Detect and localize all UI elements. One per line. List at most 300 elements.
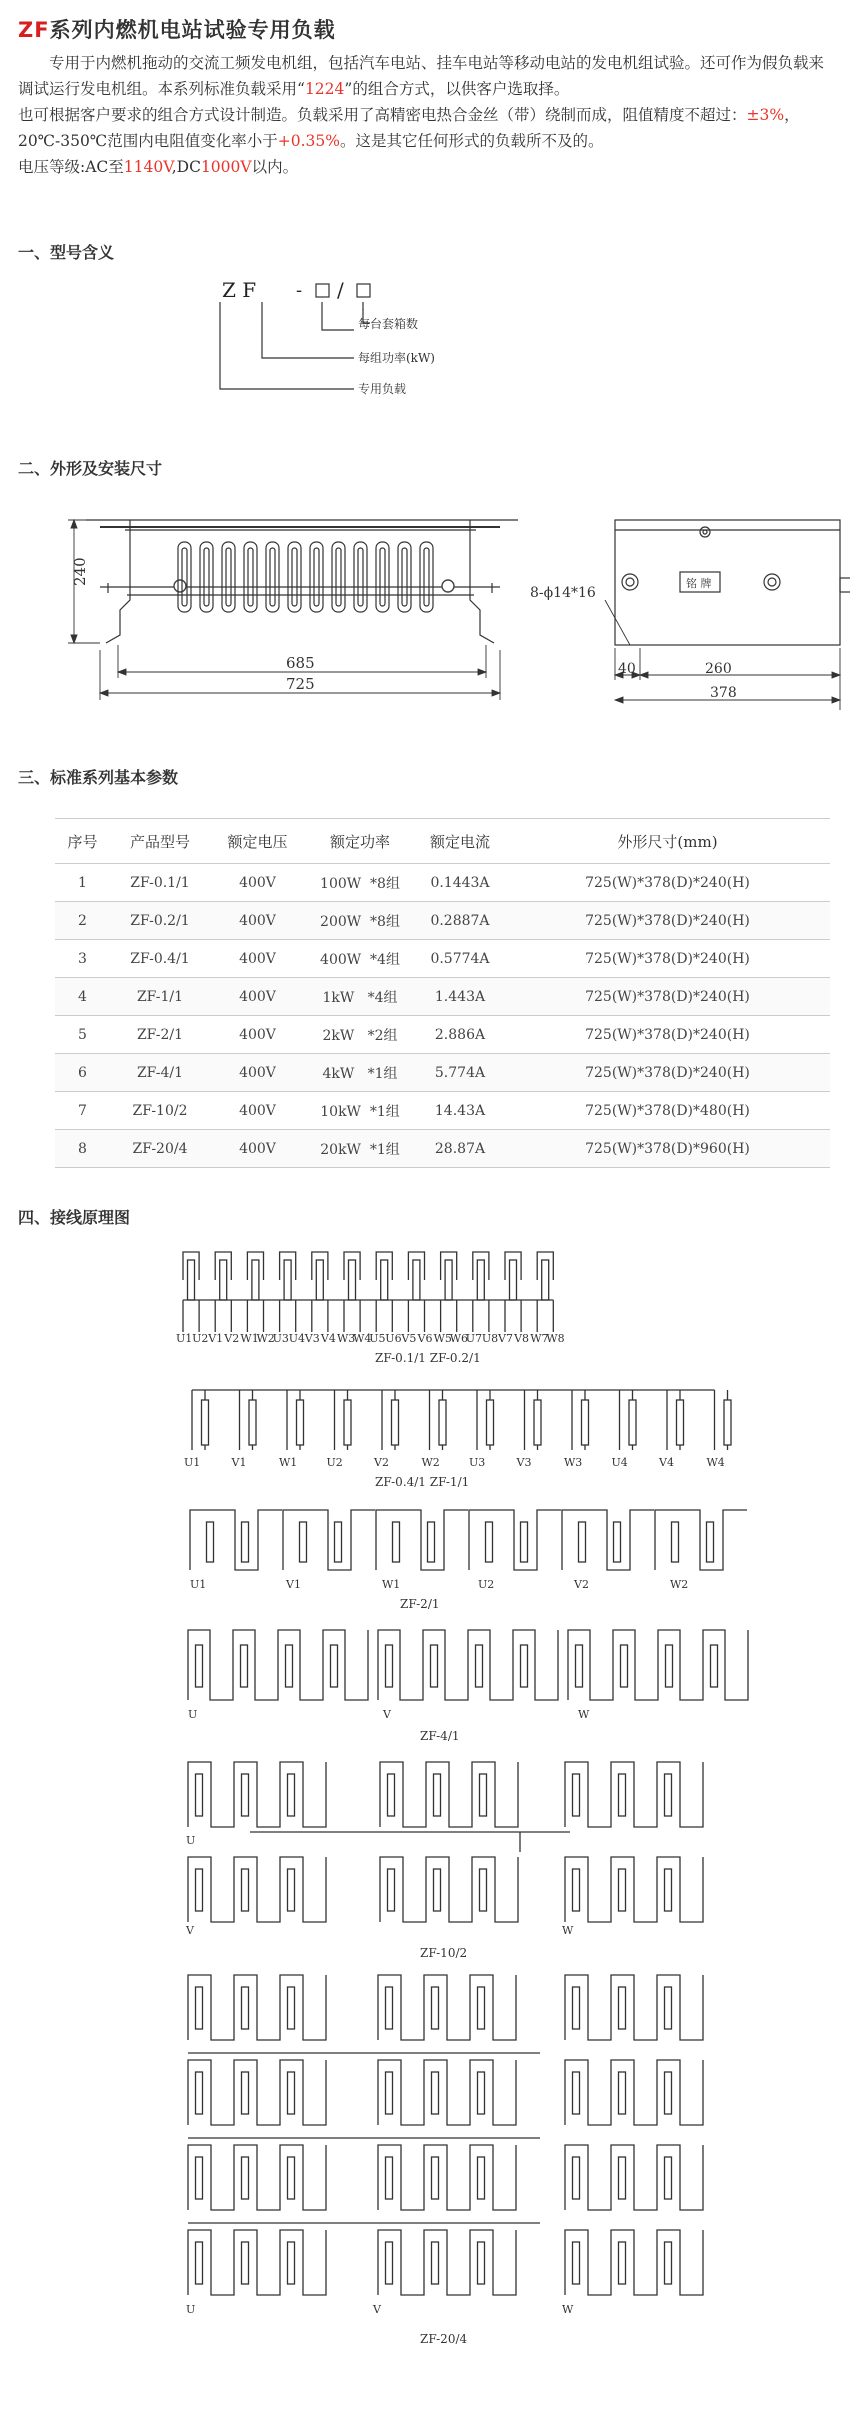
table-cell: 7 (55, 1092, 110, 1130)
resistor-symbol (284, 1260, 291, 1300)
resistor-symbol (288, 2157, 295, 2199)
resistor-symbol (288, 1774, 295, 1816)
loop-line (473, 1252, 489, 1280)
resistor-core (380, 548, 385, 606)
terminal-label: W4 (706, 1456, 725, 1469)
resistor-symbol (542, 1260, 549, 1300)
table-cell: 20kW *1组 (305, 1130, 415, 1168)
model-box-power (316, 284, 329, 297)
side-enclosure (615, 520, 840, 645)
serpentine-line (378, 2230, 516, 2295)
table-cell: 725(W)*378(D)*240(H) (505, 864, 830, 902)
table-cell: 400V (210, 978, 305, 1016)
resistor-symbol (220, 1260, 227, 1300)
resistor-symbol (439, 1400, 446, 1445)
resistor-symbol (386, 2072, 393, 2114)
serpentine-line (565, 1857, 703, 1922)
resistor-symbol (386, 2157, 393, 2199)
terminal-label: U2 (478, 1578, 495, 1591)
terminal-label: W1 (382, 1578, 401, 1591)
table-cell: 400V (210, 1054, 305, 1092)
terminal-label: V7 (498, 1332, 513, 1345)
resistor-symbol (707, 1522, 714, 1562)
terminal-label: U1 (176, 1332, 193, 1345)
table-cell: 200W *8组 (305, 902, 415, 940)
terminal-label: W (578, 1708, 590, 1721)
table-cell: 400W *4组 (305, 940, 415, 978)
resistor-symbol (202, 1400, 209, 1445)
dim-front-overall: 725 (286, 675, 315, 693)
serpentine-line (565, 1975, 703, 2040)
resistor-symbol (196, 1869, 203, 1911)
link-line (250, 1832, 570, 1852)
terminal-label: V5 (401, 1332, 417, 1345)
terminal-label: U4 (611, 1456, 628, 1469)
terminal-label: U2 (326, 1456, 343, 1469)
resistor-symbol (242, 2242, 249, 2284)
resistor-symbol (316, 1260, 323, 1300)
terminal-label: W3 (337, 1332, 356, 1345)
resistor-symbol (335, 1522, 342, 1562)
table-cell: 2kW *2组 (305, 1016, 415, 1054)
table-cell: 14.43A (415, 1092, 505, 1130)
table-cell: 725(W)*378(D)*240(H) (505, 1054, 830, 1092)
dim-side-260: 260 (705, 661, 732, 677)
table-cell: ZF-2/1 (110, 1016, 210, 1054)
resistor-core (358, 548, 363, 606)
table-cell: 400V (210, 940, 305, 978)
resistor-core (336, 548, 341, 606)
table-header-row (55, 819, 830, 864)
terminal-label: V3 (304, 1332, 320, 1345)
resistor-symbol (196, 1774, 203, 1816)
rate-value: +0.35% (277, 132, 340, 150)
serpentine-line (188, 2230, 326, 2295)
table-cell: 100W *8组 (305, 864, 415, 902)
resistor-symbol (386, 1645, 393, 1687)
diagram-caption: ZF-4/1 (420, 1729, 460, 1743)
table-header-cell: 额定电流 (415, 819, 505, 864)
resistor-symbol (300, 1522, 307, 1562)
resistor-symbol (388, 1869, 395, 1911)
serpentine-line (283, 1510, 375, 1570)
resistor-symbol (207, 1522, 214, 1562)
terminal-label: V4 (659, 1456, 674, 1469)
resistor-symbol (510, 1260, 517, 1300)
resistor-core (402, 548, 407, 606)
resistor-symbol (286, 1645, 293, 1687)
serpentine-line (469, 1510, 561, 1570)
resistor-symbol (242, 2072, 249, 2114)
resistor-core (182, 548, 187, 606)
terminal-knob-left (174, 580, 186, 592)
accuracy-value: ±3% (746, 106, 785, 124)
label-boxes: 每台套箱数 (358, 317, 419, 331)
resistor-symbol (486, 1522, 493, 1562)
title-rest: 系列内燃机电站试验专用负载 (49, 18, 336, 42)
serpentine-line (565, 1762, 703, 1827)
serpentine-line (188, 2145, 326, 2210)
terminal-label: U1 (184, 1456, 201, 1469)
resistor-symbol (487, 1400, 494, 1445)
model-prefix: Z F (222, 278, 257, 302)
table-cell: 6 (55, 1054, 110, 1092)
resistor-symbol (476, 1645, 483, 1687)
table-body (55, 864, 830, 1168)
terminal-label: V3 (516, 1456, 532, 1469)
terminal-label: W1 (240, 1332, 259, 1345)
serpentine-line (376, 1510, 468, 1570)
resistor-symbol (665, 1774, 672, 1816)
table-cell: 400V (210, 864, 305, 902)
terminal-label: W1 (279, 1456, 298, 1469)
resistor-symbol (672, 1522, 679, 1562)
terminal-knob-right (442, 580, 454, 592)
resistor-symbol (665, 2157, 672, 2199)
table-cell: ZF-1/1 (110, 978, 210, 1016)
loop-line (441, 1252, 457, 1280)
dim-front-inner: 685 (286, 654, 315, 672)
terminal-label: U8 (481, 1332, 499, 1345)
resistor-symbol (521, 1522, 528, 1562)
terminal-label: U (186, 1834, 196, 1847)
terminal-label: W5 (433, 1332, 452, 1345)
model-dash: - (296, 280, 303, 301)
loop-line (183, 1252, 199, 1280)
terminal-label: W6 (449, 1332, 469, 1345)
table-cell: ZF-0.4/1 (110, 940, 210, 978)
resistor-symbol (196, 1987, 203, 2029)
table-cell: ZF-10/2 (110, 1092, 210, 1130)
resistor-symbol (534, 1400, 541, 1445)
title-brand: ZF (18, 18, 50, 42)
terminal-label: V6 (417, 1332, 433, 1345)
serpentine-line (380, 1857, 518, 1922)
terminal-label: V4 (320, 1332, 336, 1345)
resistor-symbol (478, 2242, 485, 2284)
resistor-symbol (432, 2072, 439, 2114)
loop-line (247, 1252, 263, 1280)
diagram-caption: ZF-0.4/1 ZF-1/1 (375, 1475, 470, 1489)
resistor-symbol (573, 2242, 580, 2284)
resistor-symbol (331, 1645, 338, 1687)
table-row (55, 1130, 830, 1168)
resistor-symbol (434, 1774, 441, 1816)
resistor-symbol (388, 1774, 395, 1816)
loop-line (344, 1252, 360, 1280)
terminal-label: U3 (469, 1456, 486, 1469)
table-cell: 400V (210, 1092, 305, 1130)
table-cell: ZF-4/1 (110, 1054, 210, 1092)
terminal-label: V2 (574, 1578, 589, 1591)
resistor-symbol (288, 2072, 295, 2114)
intro-text (18, 50, 838, 180)
side-view-drawing (530, 500, 850, 720)
resistor-symbol (619, 2072, 626, 2114)
serpentine-line (568, 1630, 748, 1700)
diagram-caption: ZF-20/4 (420, 2332, 468, 2346)
terminal-label: V (373, 2303, 381, 2316)
resistor-symbol (288, 1987, 295, 2029)
resistor-symbol (188, 1260, 195, 1300)
model-meaning-diagram (0, 270, 850, 410)
resistor-symbol (619, 1774, 626, 1816)
resistor-symbol (432, 2157, 439, 2199)
table-cell: 725(W)*378(D)*240(H) (505, 902, 830, 940)
resistor-symbol (582, 1400, 589, 1445)
loop-line (408, 1252, 424, 1280)
wiring-diagrams (0, 1240, 850, 2415)
resistor-symbol (445, 1260, 452, 1300)
resistor-symbol (573, 2072, 580, 2114)
resistor-symbol (349, 1260, 356, 1300)
serpentine-line (565, 2230, 703, 2295)
resistor-symbol (386, 2242, 393, 2284)
page-title (18, 14, 336, 44)
loop-line (215, 1252, 231, 1280)
resistor-symbol (619, 2242, 626, 2284)
side-mount-tab (840, 578, 850, 592)
intro-paragraph-1: 专用于内燃机拖动的交流工频发电机组，包括汽车电站、挂车电站等移动电站的发电机组试验。还可作为假负载来调试运行发电机组。本系列标准负载采用“1224”的组合方式，以供客户选取择。 (18, 54, 825, 98)
table-row (55, 1092, 830, 1130)
resistor-symbol (196, 2242, 203, 2284)
table-row (55, 940, 830, 978)
table-cell: 8 (55, 1130, 110, 1168)
resistor-symbol (288, 1869, 295, 1911)
resistor-symbol (724, 1400, 731, 1445)
resistor-core (248, 548, 253, 606)
label-type: 专用负载 (358, 382, 407, 396)
table-header-cell: 额定电压 (210, 819, 305, 864)
resistor-symbol (619, 1869, 626, 1911)
table-cell: 400V (210, 1130, 305, 1168)
table-cell: ZF-0.2/1 (110, 902, 210, 940)
resistor-symbol (711, 1645, 718, 1687)
resistor-core (424, 548, 429, 606)
table-cell: 0.1443A (415, 864, 505, 902)
model-box-count (357, 284, 370, 297)
serpentine-line (378, 2145, 516, 2210)
table-cell: 2.886A (415, 1016, 505, 1054)
diagram-caption: ZF-10/2 (420, 1946, 468, 1960)
terminal-label: W3 (564, 1456, 583, 1469)
terminal-label: W2 (670, 1578, 689, 1591)
resistor-core (292, 548, 297, 606)
terminal-label: V1 (208, 1332, 224, 1345)
table-cell: 1 (55, 864, 110, 902)
resistor-element (266, 542, 279, 612)
serpentine-line (190, 1510, 282, 1570)
resistor-symbol (573, 1774, 580, 1816)
terminal-label: U (186, 2303, 196, 2316)
resistor-element (376, 542, 389, 612)
resistor-symbol (478, 1987, 485, 2029)
resistor-symbol (432, 1987, 439, 2029)
terminal-label: V1 (286, 1578, 301, 1591)
table-cell: 2 (55, 902, 110, 940)
table-cell: 1kW *4组 (305, 978, 415, 1016)
resistor-core (270, 548, 275, 606)
terminal-label: U (188, 1708, 198, 1721)
loop-line (537, 1252, 553, 1280)
resistor-symbol (478, 2072, 485, 2114)
table-cell: 28.87A (415, 1130, 505, 1168)
resistor-symbol (381, 1260, 388, 1300)
serpentine-line (380, 1762, 518, 1827)
serpentine-line (565, 2145, 703, 2210)
resistor-symbol (431, 1645, 438, 1687)
resistor-symbol (621, 1645, 628, 1687)
table-row (55, 1016, 830, 1054)
dim-side-378: 378 (710, 685, 737, 701)
resistor-symbol (619, 2157, 626, 2199)
terminal-label: U5 (369, 1332, 386, 1345)
resistor-symbol (297, 1400, 304, 1445)
section-heading-dimensions: 二、外形及安装尺寸 (18, 459, 163, 478)
terminal-label: U7 (465, 1332, 483, 1345)
dim-front-height: 240 (71, 557, 89, 586)
table-cell: 3 (55, 940, 110, 978)
serpentine-line (655, 1510, 747, 1570)
resistor-core (204, 548, 209, 606)
resistor-symbol (677, 1400, 684, 1445)
resistor-element (200, 542, 213, 612)
resistor-symbol (665, 2072, 672, 2114)
terminal-label: W2 (421, 1456, 440, 1469)
terminal-label: V8 (514, 1332, 530, 1345)
serpentine-line (188, 1630, 368, 1700)
serpentine-line (565, 2060, 703, 2125)
table-header-cell: 序号 (55, 819, 110, 864)
resistor-symbol (629, 1400, 636, 1445)
resistor-symbol (196, 2072, 203, 2114)
table-cell: 10kW *1组 (305, 1092, 415, 1130)
resistor-symbol (480, 1869, 487, 1911)
table-cell: 5.774A (415, 1054, 505, 1092)
resistor-symbol (579, 1522, 586, 1562)
loop-line (376, 1252, 392, 1280)
resistor-symbol (386, 1987, 393, 2029)
terminal-label: W (562, 2303, 574, 2316)
terminal-label: U3 (272, 1332, 289, 1345)
section-heading-params: 三、标准系列基本参数 (18, 768, 179, 787)
label-power: 每组功率(kW) (358, 351, 435, 365)
resistor-symbol (344, 1400, 351, 1445)
resistor-symbol (413, 1260, 420, 1300)
dim-side-holes: 8-ϕ14*16 (530, 585, 596, 601)
table-row (55, 902, 830, 940)
resistor-element (222, 542, 235, 612)
resistor-symbol (432, 2242, 439, 2284)
resistor-symbol (477, 1260, 484, 1300)
model-slash: / (337, 278, 344, 302)
resistor-element (310, 542, 323, 612)
resistor-element (420, 542, 433, 612)
intro-paragraph-3: 电压等级:AC至1140V,DC1000V以内。 (18, 158, 299, 176)
resistor-symbol (665, 1987, 672, 2029)
resistor-symbol (393, 1522, 400, 1562)
resistor-symbol (434, 1869, 441, 1911)
table-cell: 725(W)*378(D)*480(H) (505, 1092, 830, 1130)
dim-side-40: 40 (618, 661, 636, 677)
resistor-core (226, 548, 231, 606)
resistor-symbol (249, 1400, 256, 1445)
table-cell: 4kW *1组 (305, 1054, 415, 1092)
resistor-symbol (252, 1260, 259, 1300)
resistor-symbol (665, 1869, 672, 1911)
resistor-symbol (428, 1522, 435, 1562)
table-header-cell: 额定功率 (305, 819, 415, 864)
table-row (55, 1054, 830, 1092)
diagram-caption: ZF-2/1 (400, 1597, 440, 1611)
front-view-drawing (0, 500, 560, 720)
table-cell: 5 (55, 1016, 110, 1054)
resistor-symbol (242, 1522, 249, 1562)
table-cell: 0.5774A (415, 940, 505, 978)
table-cell: 400V (210, 1016, 305, 1054)
serpentine-line (378, 2060, 516, 2125)
resistor-symbol (521, 1645, 528, 1687)
resistor-element (178, 542, 191, 612)
terminal-label: U1 (190, 1578, 207, 1591)
table-cell: 725(W)*378(D)*240(H) (505, 978, 830, 1016)
terminal-label: W8 (546, 1332, 565, 1345)
terminal-label: W2 (256, 1332, 275, 1345)
resistor-symbol (242, 1987, 249, 2029)
dc-voltage: 1000V (200, 158, 252, 176)
resistor-symbol (196, 1645, 203, 1687)
loop-line (505, 1252, 521, 1280)
loop-line (280, 1252, 296, 1280)
resistor-symbol (242, 2157, 249, 2199)
resistor-symbol (196, 2157, 203, 2199)
loop-line (312, 1252, 328, 1280)
resistor-symbol (666, 1645, 673, 1687)
resistor-symbol (573, 1869, 580, 1911)
table-cell: ZF-20/4 (110, 1130, 210, 1168)
section-heading-model: 一、型号含义 (18, 243, 115, 262)
diagram-caption: ZF-0.1/1 ZF-0.2/1 (375, 1351, 481, 1365)
terminal-label: V (383, 1708, 391, 1721)
ac-voltage: 1140V (123, 158, 172, 176)
terminal-label: V (186, 1924, 194, 1937)
params-table (55, 818, 830, 1168)
resistor-element (288, 542, 301, 612)
table-cell: 4 (55, 978, 110, 1016)
link-line (188, 2053, 540, 2223)
section-heading-wiring: 四、接线原理图 (18, 1208, 131, 1227)
table-cell: ZF-0.1/1 (110, 864, 210, 902)
terminal-label: V1 (231, 1456, 247, 1469)
table-cell: 400V (210, 902, 305, 940)
resistor-symbol (288, 2242, 295, 2284)
intro-paragraph-2: 也可根据客户要求的组合方式设计制造。负载采用了高精密电热合金丝（带）绕制而成，阻值精度不超过：±3%，20℃-350℃范围内电阻值变化率小于+0.35%。这是其它任何形式的负载所不及的。 (18, 106, 800, 150)
serpentine-line (188, 1975, 326, 2040)
resistor-symbol (665, 2242, 672, 2284)
table-cell: 1.443A (415, 978, 505, 1016)
resistor-symbol (392, 1400, 399, 1445)
serpentine-line (378, 1975, 516, 2040)
terminal-label: U6 (385, 1332, 402, 1345)
resistor-symbol (242, 1869, 249, 1911)
resistor-symbol (573, 2157, 580, 2199)
terminal-label: W (562, 1924, 574, 1937)
serpentine-line (188, 1762, 326, 1827)
terminal-label: U4 (288, 1332, 305, 1345)
table-row (55, 978, 830, 1016)
table-cell: 725(W)*378(D)*960(H) (505, 1130, 830, 1168)
table-cell: 725(W)*378(D)*240(H) (505, 1016, 830, 1054)
